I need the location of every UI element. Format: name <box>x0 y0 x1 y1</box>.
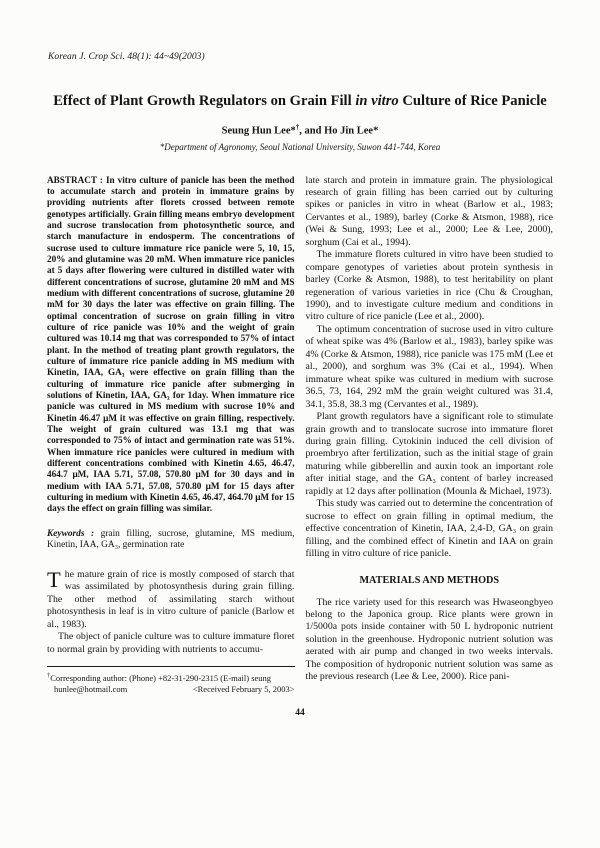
paper-title-italic: in vitro <box>355 93 399 109</box>
right-paragraph-3: The optimum concentration of sucrose used in vitro culture of wheat spike was 4% (Barlow et al., 1983), barley spike was 4% (Corke & Atsmon, 1988), rice panicle was 175 mM (Lee et al., 2000), and sorghum was 3% (Cai et al., 1994). When immature wheat spike was cultured in medium with sucrose 36.5, 73, 164, 292 mM the grain weight cultured was 31.4, 34.1, 35.8, 38.3 mg (Cervantes et al., 1989). <box>305 323 553 410</box>
authors-line <box>0 123 600 137</box>
journal-citation-header: Korean J. Crop Sci. 48(1): 44~49(2003) <box>48 52 205 62</box>
abstract-label: ABSTRACT : <box>47 174 106 185</box>
right-paragraph-5: This study was carried out to determine the concentration of sucrose to effect on grain filling in optimal medium, the effective concentration of Kinetin, IAA, 2,4-D, GA₃ on grain filling, and the combined effect of Kinetin and IAA on grain filling in vitro culture of rice panicle. <box>305 498 553 560</box>
left-paragraph-2: The object of panicle culture was to culture immature floret to normal grain by providing with nutrients to accumu- <box>47 631 295 655</box>
paper-title-pre: Effect of Plant Growth Regulators on Grain Fill <box>53 93 356 109</box>
footnote-dagger-mark: † <box>47 671 51 679</box>
author-dagger-mark: † <box>295 123 300 131</box>
abstract-text: In vitro culture of panicle has been the method to accumulate starch and protein in immature grains by providing nutrients after florets crossed between remote genotypes artificially. Grain filling means embryo development and sucrose translocation from photosynthetic source, and starch manufacture in endosperm. The concentrations of sucrose used to culture immature rice panicle were 5, 10, 15, 20% and glutamine was 20 mM. When immature rice panicles at 5 days after flowering were cultured in distilled water with different concentrations of sucrose, glutamine 20 mM and MS medium with different concentrations of sucrose, glutamine 20 mM for 30 days the later was effective on grain filling. The optimal concentration of sucrose on grain filling in vitro culture of rice panicle was 10% and the weight of grain cultured was 10.14 mg that was corresponded to 57% of intact plant. In the method of treating plant growth regulators, the culture of immature rice panicle adding in MS medium with Kinetin, IAA, GA₃ were effective on grain filling than the culturing of immature rice panicle after submerging in solutions of Kinetin, IAA, GA₃ for 1day. When immature rice panicle was cultured in MS medium with sucrose 10% and Kinetin 46.47 μM it was effective on grain filling, respectively. The weight of grain cultured was 13.1 mg that was corresponded to 75% of intact and germination rate was 51%. When immature rice panicles were cultured in medium with different concentrations combined with Kinetin 4.65, 46.47, 464.7 μM, IAA 5.71, 57.08, 570.80 μM for 30 days and in medium with IAA 5.71, 57.08, 570.80 μM for 15 days after culturing in medium with Kinetin 4.65, 46.47, 464.70 μM for 15 days the effect on grain filling was similar. <box>47 174 295 514</box>
right-paragraph-2: The immature florets cultured in vitro have been studied to compare genotypes of varieties about protein synthesis in barley (Corke & Atsmon, 1988), to test heritability on plant regeneration of various varieties in rice (Chu & Croughan, 1990), and to investigate culture medium and conditions in vitro culture of rice panicle (Lee et al., 2000). <box>305 249 553 323</box>
left-column <box>47 175 295 696</box>
right-paragraph-4: Plant growth regulators have a significant role to stimulate grain growth and to translocate sucrose into immature floret during grain filling. Cytokinin induced the cell division of proembryo after fertilization, such as the initial stage of grain maturing while gibberellin and auxin took an important role after initial stage, and the GA₃ content of barley increased rapidly at 12 days after pollination (Mounla & Michael, 1973). <box>305 411 553 497</box>
footnote-line-2 <box>47 684 295 695</box>
paper-title <box>28 92 572 110</box>
right-paragraph-6: The rice variety used for this research was Hwaseongbyeo belong to the Japonica group. Rice plants were grown in 1/5000a pots inside container with 50 L hydroponic nutrient solution in the greenhouse. Hydroponic nutrient solution was aerated with air pump and changed in two weeks intervals. The composition of hydroponic nutrient solution was same as the previous research (Lee & Lee, 2000). Rice pani- <box>305 596 553 683</box>
left-column-spacer <box>47 656 295 666</box>
materials-methods-heading: MATERIALS AND METHODS <box>359 574 500 586</box>
affiliation-line: *Department of Agronomy, Seoul National University, Suwon 441-744, Korea <box>159 141 441 152</box>
author-name-2: , and Ho Jin Lee* <box>299 125 379 137</box>
intro-text: he mature grain of rice is mostly composed of starch that was assimilated by photosynthesis during grain filling. The other method of assimilating starch without photosynthesis in leaf is in vitro culture of panicle (Barlow et al., 1983). <box>47 568 295 630</box>
author-name-1: Seung Hun Lee* <box>221 125 296 137</box>
footnote-text: Corresponding author: (Phone) +82-31-290-2315 (E-mail) seung <box>50 672 272 683</box>
two-column-body <box>47 175 553 696</box>
abstract-paragraph <box>47 175 295 515</box>
right-paragraph-1: late starch and protein in immature grain. The physiological research of grain filling has been carried out by culturing spikes or panicles in vitro in wheat (Barlow et al., 1983; Cervantes et al., 1989), barley (Corke & Atsmon, 1988), rice (Wei & Sung, 1993; Lee et al., 2000; Lee & Lee, 2000), sorghum (Cai et al., 1994). <box>305 174 553 248</box>
footnote-received-date: <Received February 5, 2003> <box>192 684 295 695</box>
page-number: 44 <box>295 708 305 719</box>
keywords-paragraph <box>47 529 295 552</box>
drop-cap: T <box>47 566 61 592</box>
right-column <box>306 175 554 696</box>
footnote-line-1 <box>47 670 295 684</box>
corresponding-author-footnote <box>47 666 295 695</box>
paper-title-post: Culture of Rice Panicle <box>398 93 547 109</box>
keywords-text: grain filling, sucrose, glutamine, MS medium, Kinetin, IAA, GA₃, germination rate <box>47 528 295 551</box>
footnote-email: hunlee@hotmail.com <box>54 684 128 695</box>
keywords-label: Keywords : <box>47 528 101 539</box>
intro-paragraph <box>47 566 295 631</box>
